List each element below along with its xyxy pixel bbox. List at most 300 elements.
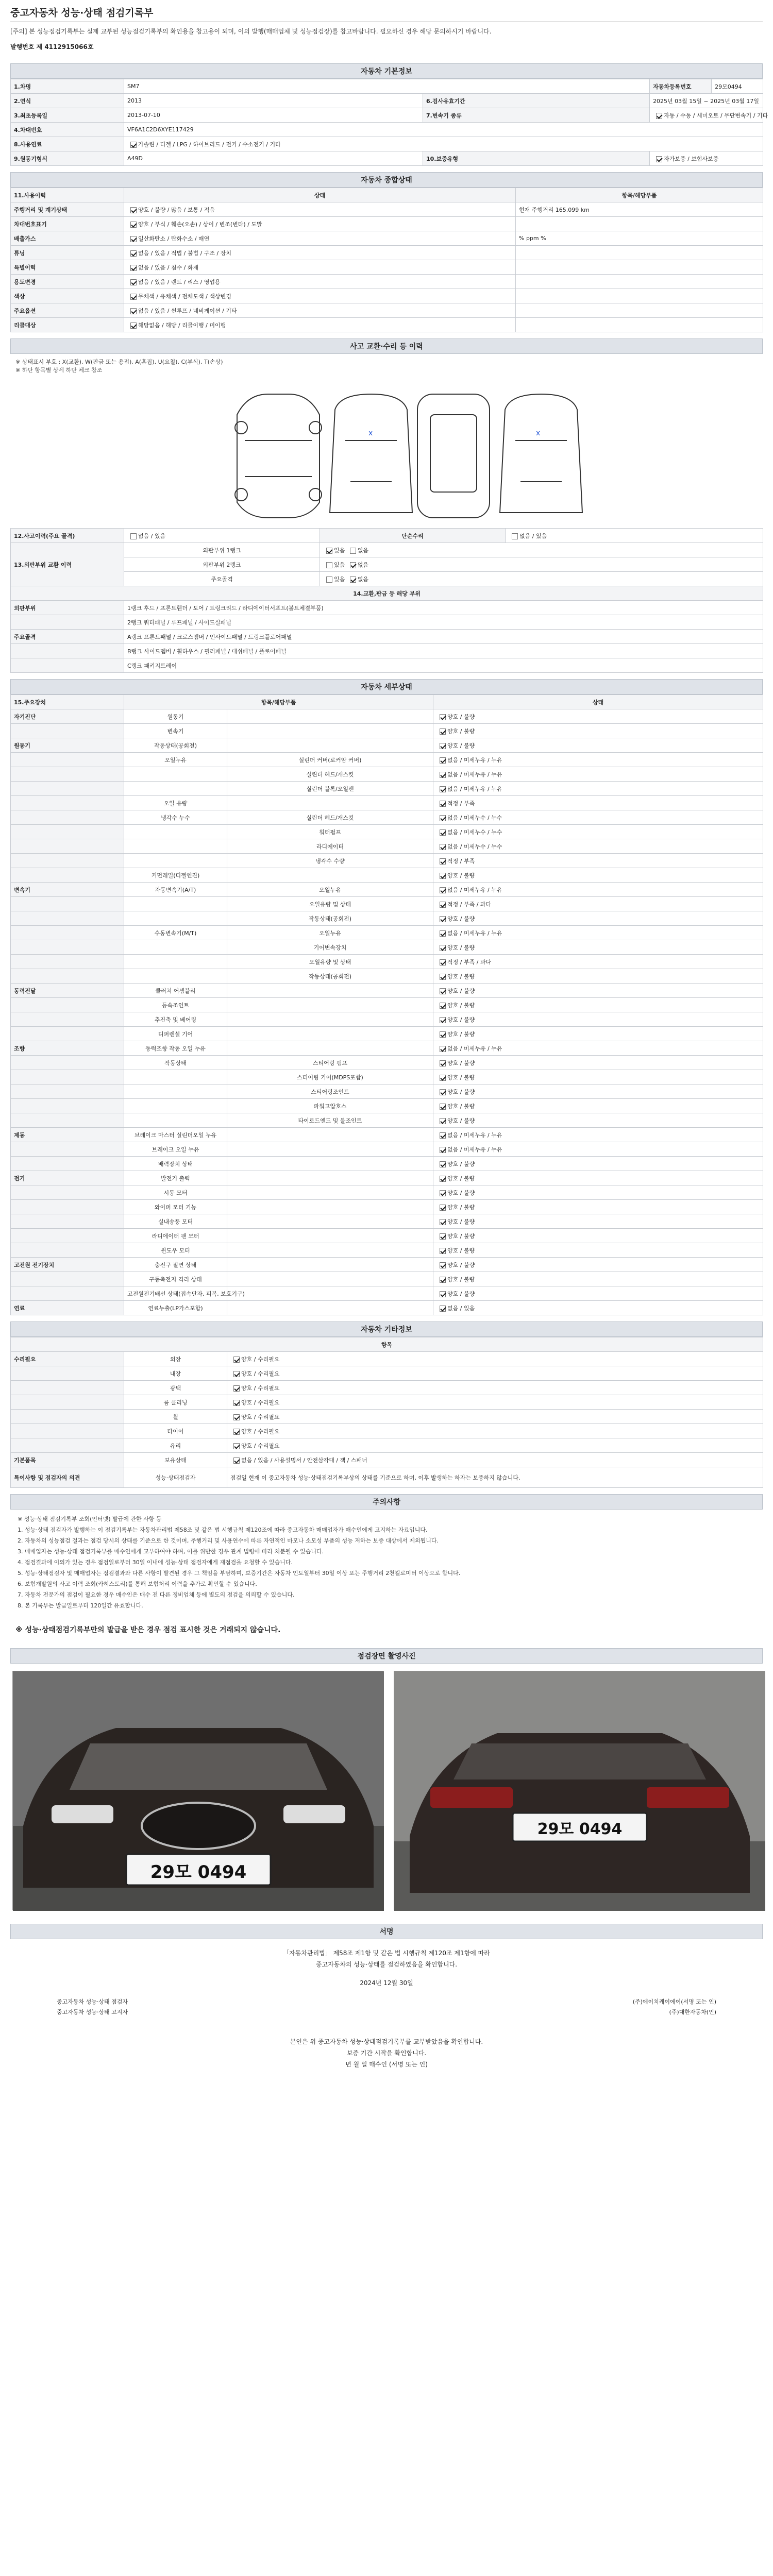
checkbox-checked: [440, 1277, 446, 1283]
detail-row: [11, 854, 763, 868]
summary-row: [11, 246, 763, 260]
detail-subitem: 기어변속장치: [227, 940, 433, 955]
summary-item: 현재 주행거리 165,099 km: [516, 202, 763, 217]
label-fuel: 8.사용연료: [11, 137, 124, 151]
rear-plate-text: 29모 0494: [537, 1820, 623, 1838]
label-accident: 12.사고이력(주요 골격): [11, 529, 124, 543]
detail-item: 작동상태(공회전): [124, 738, 227, 753]
detail-state: 없음 / 미세누유 / 누유: [433, 1128, 763, 1142]
detail-item: 커먼레일(디젤엔진): [124, 868, 227, 883]
etc-row: [11, 1381, 763, 1395]
detail-subitem: [227, 1128, 433, 1142]
label-warranty: 10.보증유형: [423, 151, 650, 166]
cert-number: 발행번호 제 4112915066호: [10, 43, 94, 50]
value-transmission: 자동 / 수동 / 세미오토 / 무단변속기 / 기타: [650, 108, 763, 123]
detail-state: 없음 / 미세누유 / 누유: [433, 782, 763, 796]
detail-subitem: [227, 1200, 433, 1214]
checkbox-checked: [233, 1414, 240, 1420]
etc-group: [11, 1410, 124, 1424]
detail-head-b: 항목/해당부품: [124, 695, 433, 709]
detail-state: 없음 / 미세누유 / 누유: [433, 1041, 763, 1056]
detail-head-c: 상태: [433, 695, 763, 709]
buyer-confirm: [10, 2028, 763, 2078]
detail-group: [11, 1027, 124, 1041]
checkbox-checked: [440, 728, 446, 735]
summary-item: [516, 217, 763, 231]
checkbox-checked: [440, 858, 446, 865]
etc-row: [11, 1424, 763, 1438]
checkbox-none: [350, 548, 356, 554]
damage-legend: ※ 상태표시 부호 : X(교환), W(판금 또는 용접), A(흠집), U(요철), C(부식), T(손상) ※ 하단 항목별 상세 하단 체크 참조: [15, 359, 223, 374]
detail-item: 오일 유량: [124, 796, 227, 810]
etc-state: 양호 / 수리필요: [227, 1366, 763, 1381]
detail-item: [124, 1113, 227, 1128]
detail-group: [11, 940, 124, 955]
detail-subitem: 오일유량 및 상태: [227, 955, 433, 969]
caution-notes: [10, 1510, 763, 1617]
detail-row: [11, 1243, 763, 1258]
detail-item: 발전기 출력: [124, 1171, 227, 1185]
detail-subitem: [227, 1258, 433, 1272]
etc-row: [11, 1395, 763, 1410]
summary-item: [516, 275, 763, 289]
detail-subitem: [227, 1214, 433, 1229]
checkbox-checked: [440, 945, 446, 951]
buyer-line1: 본인은 위 중고자동차 성능·상태점검기록부를 교부받았음을 확인합니다.: [290, 2038, 483, 2045]
label-vin: 4.차대번호: [11, 123, 124, 137]
detail-state: 양호 / 불량: [433, 1084, 763, 1099]
value-rc: C랭크 패키지트레이: [124, 658, 763, 673]
detail-subitem: [227, 1171, 433, 1185]
sign-parties: [57, 1997, 716, 2018]
checkbox-checked: [440, 844, 446, 850]
detail-subitem: [227, 868, 433, 883]
detail-group: [11, 926, 124, 940]
value-year: 2013: [124, 94, 423, 108]
detail-row: [11, 1128, 763, 1142]
detail-state: 적정 / 부족 / 과다: [433, 897, 763, 911]
checkbox-checked: [130, 250, 137, 257]
etc-state: 양호 / 수리필요: [227, 1410, 763, 1424]
value-r2: 2랭크 쿼터패널 / 루프패널 / 사이드실패널: [124, 615, 763, 630]
summary-row: [11, 289, 763, 303]
value-engine-type: A49D: [124, 151, 423, 166]
detail-group: [11, 796, 124, 810]
section-damage-history: 사고 교환·수리 등 이력: [10, 338, 763, 354]
checkbox-checked: [440, 1060, 446, 1066]
detail-group: [11, 1214, 124, 1229]
etc-state: 양호 / 수리필요: [227, 1424, 763, 1438]
detail-group: [11, 1200, 124, 1214]
signer-inspector-name: (주)에이치케이에이(서명 또는 인): [632, 1998, 716, 2005]
checkbox-checked: [440, 1017, 446, 1023]
detail-state: 양호 / 불량: [433, 1070, 763, 1084]
detail-item: 브레이크 오일 누유: [124, 1142, 227, 1157]
value-car-name: SM7: [124, 79, 650, 94]
checkbox-checked: [130, 236, 137, 242]
etc-item: 보유상태: [124, 1453, 227, 1467]
blank-cell: [11, 658, 124, 673]
detail-state: 양호 / 불량: [433, 868, 763, 883]
sign-date: 2024년 12월 30일: [360, 1979, 413, 1987]
value-first-reg: 2013-07-10: [124, 108, 423, 123]
etc-row: [11, 1438, 763, 1453]
detail-group: [11, 1084, 124, 1099]
detail-row: [11, 926, 763, 940]
checkbox-checked: [440, 930, 446, 937]
detail-subitem: [227, 984, 433, 998]
detail-item: 오일누유: [124, 753, 227, 767]
etc-state: 없음 / 있음 / 사용설명서 / 안전삼각대 / 잭 / 스패너: [227, 1453, 763, 1467]
etc-item: 휠: [124, 1410, 227, 1424]
doc-title: 중고자동차 성능·상태 점검기록부: [10, 0, 763, 22]
detail-state: 양호 / 불량: [433, 1286, 763, 1301]
value-vin: VF6A1C2D6XYE117429: [124, 123, 763, 137]
mark-x-text: x: [368, 429, 373, 437]
detail-group: [11, 1099, 124, 1113]
summary-row: [11, 231, 763, 246]
detail-group: 고전원 전기장치: [11, 1258, 124, 1272]
value-rank2: 있음 없음: [320, 557, 763, 572]
detail-subitem: 스티어링조인트: [227, 1084, 433, 1099]
summary-label: 튜닝: [11, 246, 124, 260]
detail-group: [11, 1243, 124, 1258]
detail-subitem: 실린더 커버(로커암 커버): [227, 753, 433, 767]
checkbox-checked: [440, 1031, 446, 1038]
detail-row: [11, 796, 763, 810]
detail-subitem: 스티어링 펌프: [227, 1056, 433, 1070]
checkbox-checked: [440, 1176, 446, 1182]
summary-state: 양호 / 불량 / 많음 / 보통 / 적음: [124, 202, 516, 217]
detail-row: [11, 738, 763, 753]
sign-area: [10, 1939, 763, 1997]
etc-group: [11, 1424, 124, 1438]
checkbox-checked: [440, 959, 446, 965]
checkbox-checked: [440, 1104, 446, 1110]
detail-state: 양호 / 불량: [433, 1012, 763, 1027]
detail-group: [11, 767, 124, 782]
detail-group: [11, 854, 124, 868]
detail-row: [11, 782, 763, 796]
checkbox-checked: [130, 294, 137, 300]
detail-row: [11, 753, 763, 767]
checkbox-gasoline: [130, 142, 137, 148]
detail-item: 자동변속기(A/T): [124, 883, 227, 897]
etc-group: [11, 1381, 124, 1395]
summary-state: 무채색 / 유채색 / 전체도색 / 색상변경: [124, 289, 516, 303]
detail-state: 양호 / 불량: [433, 911, 763, 926]
detail-state: 양호 / 불량: [433, 984, 763, 998]
car-outline-icon: [10, 379, 763, 528]
checkbox-checked: [130, 308, 137, 314]
detail-row: [11, 1214, 763, 1229]
detail-state: 적정 / 부족: [433, 796, 763, 810]
caution-note: 2. 자동차의 성능점검 결과는 점검 당시의 상태를 기준으로 한 것이며, 주행거리 및 사용연수에 따른 자연적인 마모나 소모성 부품의 성능 저하는 보증 대상에서 제외됩니다.: [18, 1537, 439, 1544]
checkbox-checked: [440, 772, 446, 778]
detail-group: [11, 825, 124, 839]
detail-state: 양호 / 불량: [433, 998, 763, 1012]
label-reg-no: 자동차등록번호: [650, 79, 712, 94]
detail-subitem: 라디에이터: [227, 839, 433, 854]
detail-state: 양호 / 불량: [433, 709, 763, 724]
detail-row: [11, 1157, 763, 1171]
detail-item: 라디에이터 팬 모터: [124, 1229, 227, 1243]
checkbox-checked: [440, 757, 446, 764]
detail-item: [124, 897, 227, 911]
value-inspection-period: 2025년 03월 15일 ~ 2025년 03월 17일: [650, 94, 763, 108]
checkbox-checked: [130, 265, 137, 271]
warning-text: ※ 성능·상태점검기록부만의 발급을 받은 경우 점검 표시한 것은 거래되지 않습니다.: [15, 1626, 281, 1634]
summary-item: [516, 318, 763, 332]
detail-state: 없음 / 미세누유 / 누유: [433, 753, 763, 767]
detail-group: 자기진단: [11, 709, 124, 724]
detail-item: [124, 767, 227, 782]
detail-item: 변속기: [124, 724, 227, 738]
detail-row: [11, 1258, 763, 1272]
etc-row: [11, 1352, 763, 1366]
checkbox-checked: [440, 829, 446, 836]
checkbox-checked: [440, 916, 446, 922]
summary-label: 주요옵션: [11, 303, 124, 318]
summary-table: [10, 188, 763, 332]
detail-row: [11, 1084, 763, 1099]
car-rear-image: [394, 1671, 765, 1911]
detail-row: [11, 1200, 763, 1214]
detail-subitem: [227, 1027, 433, 1041]
checkbox-checked: [440, 786, 446, 792]
detail-row: [11, 1286, 763, 1301]
detail-state: 없음 / 있음: [433, 1301, 763, 1315]
detail-group: [11, 724, 124, 738]
label-outer: 외판부위: [11, 601, 124, 615]
checkbox-checked: [440, 902, 446, 908]
caution-note: 1. 성능·상태 점검자가 발행하는 이 점검기록부는 자동차관리법 제58조 및 같은 법 시행규칙 제120조에 따라 중고자동차 매매업자가 매수인에게 고지하는 자료입니다.: [18, 1527, 428, 1533]
detail-state: 양호 / 불량: [433, 1185, 763, 1200]
buyer-line3: 년 월 일 매수인 (서명 또는 인): [345, 2061, 428, 2068]
detail-group: 조향: [11, 1041, 124, 1056]
value-r1: 1랭크 후드 / 프론트휀더 / 도어 / 트렁크리드 / 라디에이터서포트(볼트체결부품): [124, 601, 763, 615]
detail-state: 없음 / 미세누유 / 누유: [433, 926, 763, 940]
checkbox-checked: [440, 801, 446, 807]
summary-row: [11, 188, 763, 202]
detail-subitem: 실린더 헤드/개스킷: [227, 767, 433, 782]
summary-item: [516, 260, 763, 275]
front-photo: [12, 1671, 383, 1910]
label-parts: 14.교환,판금 등 해당 부위: [11, 586, 763, 601]
photo-area: [10, 1664, 763, 1918]
detail-item: 동력조향 작동 오일 누유: [124, 1041, 227, 1056]
detail-item: 수동변속기(M/T): [124, 926, 227, 940]
detail-item: 냉각수 누수: [124, 810, 227, 825]
detail-state: 적정 / 부족 / 과다: [433, 955, 763, 969]
car-damage-diagram: [10, 379, 763, 528]
summary-row: [11, 202, 763, 217]
value-rank1: 있음 없음: [320, 543, 763, 557]
detail-subitem: 스티어링 기어(MDPS포함): [227, 1070, 433, 1084]
detail-item: 디퍼렌셜 기어: [124, 1027, 227, 1041]
etc-item: 광택: [124, 1381, 227, 1395]
detail-group: 원동기: [11, 738, 124, 753]
detail-row: [11, 1041, 763, 1056]
detail-row: [11, 998, 763, 1012]
rear-photo: [394, 1671, 765, 1910]
detail-subitem: [227, 1243, 433, 1258]
detail-row: [11, 969, 763, 984]
label-first-reg: 3.최초등록일: [11, 108, 124, 123]
label-transmission: 7.변속기 종류: [423, 108, 650, 123]
value-simple-repair: 없음 / 있음: [506, 529, 763, 543]
checkbox-checked: [440, 1046, 446, 1052]
checkbox-checked: [440, 1291, 446, 1297]
detail-state: 없음 / 미세누수 / 누수: [433, 839, 763, 854]
checkbox-checked: [233, 1371, 240, 1377]
checkbox-checked: [233, 1400, 240, 1406]
detail-state: 양호 / 불량: [433, 1157, 763, 1171]
detail-row: [11, 1272, 763, 1286]
checkbox-warranty: [656, 156, 662, 162]
detail-subitem: [227, 1272, 433, 1286]
value-fuel: 가솔린 / 디젤 / LPG / 하이브리드 / 전기 / 수소전기 / 기타: [124, 137, 763, 151]
label-year: 2.연식: [11, 94, 124, 108]
detail-subitem: 타이로드엔드 및 볼조인트: [227, 1113, 433, 1128]
summary-state: 없음 / 있음 / 썬루프 / 네비게이션 / 기타: [124, 303, 516, 318]
summary-state: 없음 / 있음 / 침수 / 화재: [124, 260, 516, 275]
detail-group: [11, 969, 124, 984]
summary-label: 배출가스: [11, 231, 124, 246]
detail-state: 양호 / 불량: [433, 1099, 763, 1113]
checkbox-checked: [440, 887, 446, 893]
checkbox-checked: [440, 1190, 446, 1196]
detail-group: [11, 1272, 124, 1286]
summary-state: 없음 / 있음 / 렌트 / 리스 / 영업용: [124, 275, 516, 289]
checkbox-checked: [130, 323, 137, 329]
checkbox-checked: [233, 1429, 240, 1435]
detail-item: 윈도우 모터: [124, 1243, 227, 1258]
detail-state: 양호 / 불량: [433, 1214, 763, 1229]
detail-state: 없음 / 미세누유 / 누유: [433, 883, 763, 897]
detail-row: [11, 1185, 763, 1200]
etc-item: 외장: [124, 1352, 227, 1366]
detail-item: 등속조인트: [124, 998, 227, 1012]
etc-state: 양호 / 수리필요: [227, 1381, 763, 1395]
checkbox-checked: [440, 714, 446, 720]
etc-item: 타이어: [124, 1424, 227, 1438]
detail-state: 양호 / 불량: [433, 969, 763, 984]
checkbox-checked: [440, 1233, 446, 1240]
caution-note: ※ 성능·상태 점검기록부 조회(인터넷) 발급에 관한 사항 등: [18, 1516, 162, 1522]
etc-state: 양호 / 수리필요: [227, 1395, 763, 1410]
etc-table: [10, 1337, 763, 1488]
label-rank: 13.외판부위 교환 이력: [11, 543, 124, 586]
detail-row: [11, 1070, 763, 1084]
detail-item: 브레이크 마스터 실린더오일 누유: [124, 1128, 227, 1142]
checkbox-none: [350, 562, 356, 568]
detail-item: 고전원전기배선 상태(접속단자, 피복, 보호기구): [124, 1286, 227, 1301]
detail-subitem: 냉각수 수량: [227, 854, 433, 868]
label-rank2: 외판부위 2랭크: [124, 557, 320, 572]
etc-item: 내장: [124, 1366, 227, 1381]
detail-state: 양호 / 불량: [433, 738, 763, 753]
detail-group: [11, 810, 124, 825]
detail-subitem: [227, 1301, 433, 1315]
summary-row: [11, 318, 763, 332]
summary-label: 용도변경: [11, 275, 124, 289]
detail-state: 양호 / 불량: [433, 940, 763, 955]
detail-row: [11, 940, 763, 955]
detail-subitem: [227, 1041, 433, 1056]
label-simple-repair: 단순수리: [320, 529, 506, 543]
detail-group: [11, 839, 124, 854]
notice-text: [주의] 본 성능점검기록부는 실제 교부된 성능점검기록부의 확인용을 참고용이 되며, 이의 발행(매매업체 및 성능점검장)를 참고바랍니다. 필요하신 경우 해당 문의하시기 바랍니다.: [10, 28, 492, 35]
checkbox-checked: [233, 1357, 240, 1363]
checkbox-none: [326, 562, 332, 568]
mark-x-text: x: [536, 429, 541, 437]
checkbox-checked: [440, 1219, 446, 1225]
checkbox-checked: [440, 815, 446, 821]
detail-row: [11, 911, 763, 926]
section-etc: 자동차 기타정보: [10, 1321, 763, 1337]
section-photos: 점검장면 촬영사진: [10, 1648, 763, 1664]
summary-state: 상태: [124, 188, 516, 202]
etc-row: [11, 1410, 763, 1424]
detail-row: [11, 767, 763, 782]
detail-row: [11, 1099, 763, 1113]
summary-label: 11.사용이력: [11, 188, 124, 202]
detail-group: [11, 998, 124, 1012]
detail-group: [11, 955, 124, 969]
etc-group: [11, 1366, 124, 1381]
summary-row: [11, 303, 763, 318]
detail-subitem: 작동상태(공회전): [227, 969, 433, 984]
checkbox-checked: [440, 974, 446, 980]
detail-row: [11, 1301, 763, 1315]
etc-state: 양호 / 수리필요: [227, 1352, 763, 1366]
summary-state: 일산화탄소 / 탄화수소 / 매연: [124, 231, 516, 246]
value-ra: A랭크 프론트패널 / 크로스멤버 / 인사이드패널 / 트렁크플로어패널: [124, 630, 763, 644]
detail-subitem: 오일유량 및 상태: [227, 897, 433, 911]
summary-label: 리콜대상: [11, 318, 124, 332]
detail-subitem: 파워고압호스: [227, 1099, 433, 1113]
label-opinion-sub: 성능·상태점검자: [124, 1467, 227, 1488]
detail-subitem: [227, 709, 433, 724]
summary-item: [516, 303, 763, 318]
detail-group: 제동: [11, 1128, 124, 1142]
detail-subitem: 오일누유: [227, 883, 433, 897]
caution-note: 7. 자동차 전문가의 점검이 필요한 경우 매수인은 매수 전 다른 정비업체 등에 별도의 점검을 의뢰할 수 있습니다.: [18, 1591, 295, 1598]
signer-notifier-name: (주)대한자동차(인): [669, 2009, 716, 2015]
accident-table: [10, 528, 763, 673]
section-basic-info: 자동차 기본정보: [10, 63, 763, 79]
etc-row: [11, 1453, 763, 1467]
etc-state: 양호 / 수리필요: [227, 1438, 763, 1453]
detail-item: [124, 839, 227, 854]
checkbox-exists: [326, 548, 332, 554]
summary-state: 해당없음 / 해당 / 리콜이행 / 미이행: [124, 318, 516, 332]
detail-item: [124, 1099, 227, 1113]
summary-item: 항목/해당부품: [516, 188, 763, 202]
detail-subitem: [227, 998, 433, 1012]
signer-notifier: 중고자동차 성능·상태 고지자: [57, 2009, 128, 2015]
checkbox-none: [512, 533, 518, 539]
checkbox-checked: [233, 1443, 240, 1449]
summary-state: 양호 / 부식 / 훼손(오손) / 상이 / 변조(변타) / 도말: [124, 217, 516, 231]
detail-row: [11, 883, 763, 897]
summary-state: 없음 / 있음 / 적법 / 불법 / 구조 / 장치: [124, 246, 516, 260]
detail-subitem: [227, 1142, 433, 1157]
summary-item: [516, 289, 763, 303]
caution-note: 4. 점검결과에 이의가 있는 경우 점검일로부터 30일 이내에 성능·상태 점검자에게 재점검을 요청할 수 있습니다.: [18, 1559, 293, 1566]
detail-subitem: 실린더 헤드/개스킷: [227, 810, 433, 825]
